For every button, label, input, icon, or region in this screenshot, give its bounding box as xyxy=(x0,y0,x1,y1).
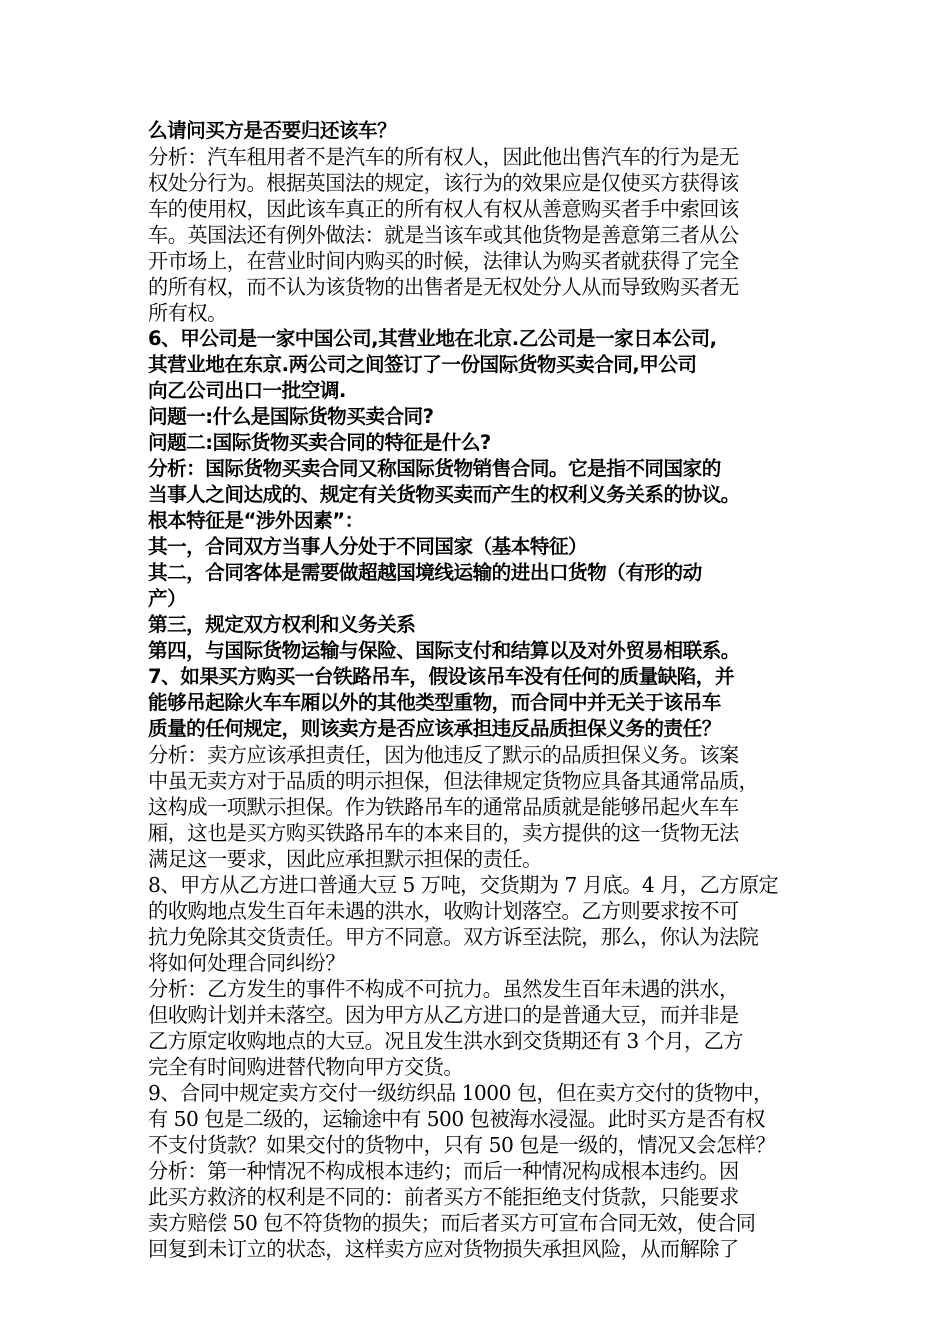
text-line: 满足这一要求，因此应承担默示担保的责任。 xyxy=(148,847,542,871)
text-line: 质量的任何规定，则该卖方是否应该承担违反品质担保义务的责任？ xyxy=(148,717,721,740)
text-line: 分析：国际货物买卖合同又称国际货物销售合同。它是指不同国家的 xyxy=(148,457,721,480)
text-line: 第四，与国际货物运输与保险、国际支付和结算以及对外贸易相联系。 xyxy=(148,639,740,662)
text-line: 分析：第一种情况不构成根本违约；而后一种情况构成根本违约。因 xyxy=(148,1159,739,1183)
text-line: 么请问买方是否要归还该车？ xyxy=(148,119,397,142)
text-line: 能够吊起除火车车厢以外的其他类型重物，而合同中并无关于该吊车 xyxy=(148,691,721,714)
text-line: 回复到未订立的状态，这样卖方应对货物损失承担风险，从而解除了 xyxy=(148,1237,739,1261)
text-line: 但收购计划并未落空。因为甲方从乙方进口的是普通大豆，而并非是 xyxy=(148,1003,739,1027)
text-line: 车。英国法还有例外做法：就是当该车或其他货物是善意第三者从公 xyxy=(148,223,739,247)
text-line: 中虽无卖方对于品质的明示担保，但法律规定货物应具备其通常品质， xyxy=(148,769,759,793)
text-line: 不支付货款？如果交付的货物中，只有 50 包是一级的，情况又会怎样？ xyxy=(148,1133,776,1157)
text-line: 根本特征是“涉外因素”： xyxy=(148,509,364,532)
text-line: 问题二:国际货物买卖合同的特征是什么? xyxy=(148,431,491,454)
text-line: 此买方救济的权利是不同的：前者买方不能拒绝支付货款，只能要求 xyxy=(148,1185,739,1209)
document-page xyxy=(148,118,838,1262)
text-line: 有 50 包是二级的，运输途中有 500 包被海水浸湿。此时买方是否有权 xyxy=(148,1107,765,1131)
text-line: 权处分行为。根据英国法的规定，该行为的效果应是仅使买方获得该 xyxy=(148,171,739,195)
text-line: 9、合同中规定卖方交付一级纺织品 1000 包，但在卖方交付的货物中， xyxy=(148,1081,773,1105)
text-line: 当事人之间达成的、规定有关货物买卖而产生的权利义务关系的协议。 xyxy=(148,483,740,506)
text-line: 将如何处理合同纠纷？ xyxy=(148,951,345,975)
text-line: 厢，这也是买方购买铁路吊车的本来目的，卖方提供的这一货物无法 xyxy=(148,821,739,845)
text-line: 7、如果买方购买一台铁路吊车，假设该吊车没有任何的质量缺陷，并 xyxy=(148,665,734,688)
text-line: 抗力免除其交货责任。甲方不同意。双方诉至法院，那么，你认为法院 xyxy=(148,925,759,949)
text-line: 的收购地点发生百年未遇的洪水，收购计划落空。乙方则要求按不可 xyxy=(148,899,739,923)
text-line: 问题一:什么是国际货物买卖合同? xyxy=(148,405,434,428)
text-line: 卖方赔偿 50 包不符货物的损失；而后者买方可宣布合同无效，使合同 xyxy=(148,1211,756,1235)
text-line: 产） xyxy=(148,587,187,610)
text-line: 其一，合同双方当事人分处于不同国家（基本特征） xyxy=(148,535,588,558)
text-line: 其二，合同客体是需要做超越国境线运输的进出口货物（有形的动 xyxy=(148,561,702,584)
text-line: 乙方原定收购地点的大豆。况且发生洪水到交货期还有 3 个月，乙方 xyxy=(148,1029,744,1053)
text-line: 的所有权，而不认为该货物的出售者是无权处分人从而导致购买者无 xyxy=(148,275,739,299)
text-line: 分析：汽车租用者不是汽车的所有权人，因此他出售汽车的行为是无 xyxy=(148,145,739,169)
text-line: 这构成一项默示担保。作为铁路吊车的通常品质就是能够吊起火车车 xyxy=(148,795,739,819)
text-line: 向乙公司出口一批空调. xyxy=(148,379,346,402)
text-line: 车的使用权，因此该车真正的所有权人有权从善意购买者手中索回该 xyxy=(148,197,739,221)
text-line: 其营业地在东京.两公司之间签订了一份国际货物买卖合同,甲公司 xyxy=(148,353,697,376)
text-line: 分析：乙方发生的事件不构成不可抗力。虽然发生百年未遇的洪水， xyxy=(148,977,739,1001)
text-line: 所有权。 xyxy=(148,301,227,325)
text-line: 6、甲公司是一家中国公司,其营业地在北京.乙公司是一家日本公司, xyxy=(148,327,717,350)
text-line: 8、甲方从乙方进口普通大豆 5 万吨，交货期为 7 月底。4 月，乙方原定 xyxy=(148,873,779,897)
text-line: 第三，规定双方权利和义务关系 xyxy=(148,613,416,636)
text-line: 分析：卖方应该承担责任，因为他违反了默示的品质担保义务。该案 xyxy=(148,743,739,767)
text-line: 开市场上，在营业时间内购买的时候，法律认为购买者就获得了完全 xyxy=(148,249,739,273)
text-line: 完全有时间购进替代物向甲方交货。 xyxy=(148,1055,464,1079)
